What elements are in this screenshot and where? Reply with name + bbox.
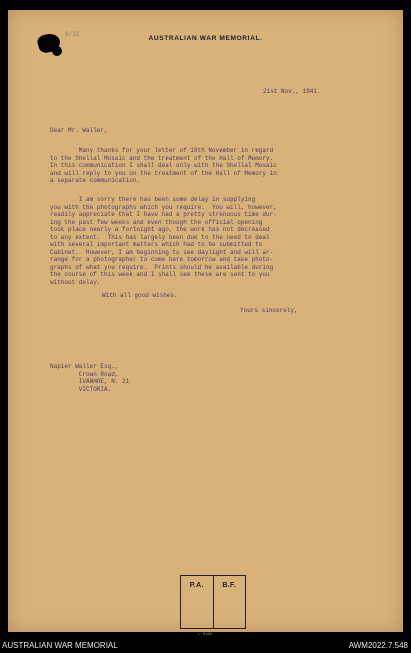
letter-date: 21st Nov., 1941. (263, 88, 321, 95)
letter-page (8, 10, 403, 637)
stamp-cell-pa: P.A. (189, 582, 204, 589)
pa-bf-stamp-box (180, 575, 246, 629)
archive-caption: AUSTRALIAN WAR MEMORIAL (2, 641, 118, 650)
salutation: Dear Mr. Waller, (50, 127, 108, 134)
stamp-cell-bf: B.F. (213, 576, 246, 628)
paper-hole (52, 46, 62, 56)
addressee-block: Napier Waller Esq., Crown Road, IVANHOE, N. 21 VICTORIA. (50, 363, 130, 393)
body-paragraph: I am sorry there has been some delay in supplying you with the photographs which you require. You will, however, readily appreciate that I have had a pretty strenuous time dur- ing the past few weeks and even though the official opening took place nearly a fortnight ago, the work has not decreased to any extent. This has largely been due to the need to deal with several important matters which had to be submitted to Cabinet. However, I am beginning to see daylight and will ar- range for a photographer to come here tomorrow and take photo- graphs of what you require. Prints should be available during the course of this week and I shall see these are sent to you without delay. (50, 196, 277, 287)
body-paragraph: Many thanks for your letter of 18th November in regard to the Shellal Mosaic and the treatment of the Hall of Memory. In this communication I shall deal only with the Shellal Mosaic and will reply to you on the treatment of the Hall of Memory in a separate communication. (50, 147, 277, 185)
closing-line: With all good wishes. (102, 292, 178, 299)
file-reference: 8/32 (65, 31, 80, 38)
accession-number: AWM2022.7.548 (348, 641, 408, 650)
printer-mark: L.8888 (198, 633, 213, 637)
letterhead-title: AUSTRALIAN WAR MEMORIAL. (148, 35, 263, 42)
signoff: Yours sincerely, (240, 307, 298, 314)
